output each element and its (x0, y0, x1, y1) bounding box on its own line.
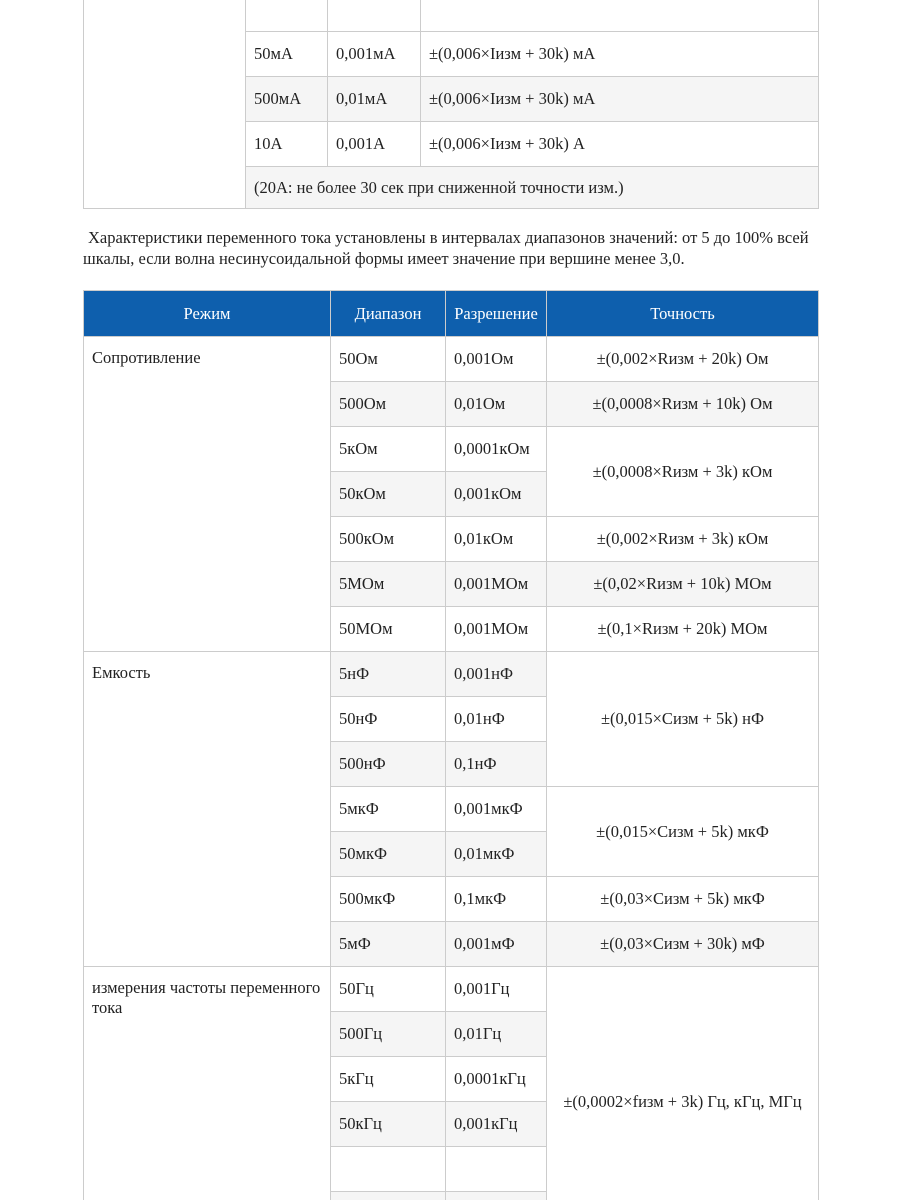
resolution-cell: 0,001мкФ (446, 787, 547, 832)
measurement-spec-table (83, 290, 819, 1200)
resolution-cell: 0,001А (328, 122, 421, 167)
table-row (84, 337, 819, 382)
resolution-cell: 0,001МОм (446, 607, 547, 652)
column-header-mode: Режим (84, 291, 331, 337)
accuracy-cell: ±(0,006×Iизм + 30k) мА (421, 77, 819, 122)
resolution-cell: 0,001мА (328, 32, 421, 77)
resolution-cell (446, 1147, 547, 1192)
resolution-cell: 0,001мФ (446, 922, 547, 967)
resolution-cell: 0,001кОм (446, 472, 547, 517)
range-cell: 50Ом (331, 337, 446, 382)
range-cell: 5кГц (331, 1057, 446, 1102)
accuracy-cell: ±(0,0008×Rизм + 3k) кОм (547, 427, 819, 517)
resolution-cell: 0,0001кГц (446, 1057, 547, 1102)
range-cell: 5МОм (331, 562, 446, 607)
resolution-cell: 0,01Гц (446, 1012, 547, 1057)
resolution-cell: 0,1мкФ (446, 877, 547, 922)
resolution-cell (446, 1192, 547, 1200)
range-cell: 50МОм (331, 607, 446, 652)
table-header-row (84, 291, 819, 337)
cut-row-cell (328, 0, 421, 32)
range-cell: 50мА (246, 32, 328, 77)
range-cell: 50кОм (331, 472, 446, 517)
range-cell: 500Ом (331, 382, 446, 427)
accuracy-cell: ±(0,006×Iизм + 30k) мА (421, 32, 819, 77)
resolution-cell: 0,001Ом (446, 337, 547, 382)
mode-cell: Сопротивление (84, 337, 331, 652)
range-cell: 10А (246, 122, 328, 167)
mode-cell: Емкость (84, 652, 331, 967)
resolution-cell: 0,001МОм (446, 562, 547, 607)
accuracy-cell: ±(0,002×Rизм + 3k) кОм (547, 517, 819, 562)
resolution-cell: 0,01мА (328, 77, 421, 122)
column-header-accuracy: Точность (547, 291, 819, 337)
accuracy-cell: ±(0,0008×Rизм + 10k) Ом (547, 382, 819, 427)
range-cell: 50мкФ (331, 832, 446, 877)
column-header-range: Диапазон (331, 291, 446, 337)
range-cell: 500нФ (331, 742, 446, 787)
range-cell: 500кОм (331, 517, 446, 562)
resolution-cell: 0,01кОм (446, 517, 547, 562)
accuracy-cell: ±(0,1×Rизм + 20k) МОм (547, 607, 819, 652)
accuracy-cell: ±(0,03×Сизм + 30k) мФ (547, 922, 819, 967)
table-row (84, 967, 819, 1012)
accuracy-cell: ±(0,0002×fизм + 3k) Гц, кГц, МГц (547, 967, 819, 1200)
resolution-cell: 0,01мкФ (446, 832, 547, 877)
accuracy-cell: ±(0,03×Сизм + 5k) мкФ (547, 877, 819, 922)
mode-cell (84, 0, 246, 209)
resolution-cell: 0,0001кОм (446, 427, 547, 472)
range-cell: 50кГц (331, 1102, 446, 1147)
resolution-cell: 0,001Гц (446, 967, 547, 1012)
table-row (84, 652, 819, 697)
range-cell (331, 1192, 446, 1200)
ac-characteristics-note: Характеристики переменного тока установлены в интервалах диапазонов значений: от 5 до 100% всей шкалы, если волна несинусоидальной формы имеет значение при вершине менее 3,0. (83, 228, 809, 268)
resolution-cell: 0,001кГц (446, 1102, 547, 1147)
resolution-cell: 0,01Ом (446, 382, 547, 427)
accuracy-cell: ±(0,02×Rизм + 10k) МОм (547, 562, 819, 607)
range-cell: 5мкФ (331, 787, 446, 832)
range-cell: 5мФ (331, 922, 446, 967)
accuracy-cell: ±(0,002×Rизм + 20k) Ом (547, 337, 819, 382)
accuracy-cell: ±(0,015×Сизм + 5k) нФ (547, 652, 819, 787)
cut-row-cell (246, 0, 328, 32)
range-cell: 5кОм (331, 427, 446, 472)
range-cell (331, 1147, 446, 1192)
range-cell: 50Гц (331, 967, 446, 1012)
accuracy-cell: ±(0,006×Iизм + 30k) А (421, 122, 819, 167)
range-cell: 50нФ (331, 697, 446, 742)
note-cell: (20А: не более 30 сек при сниженной точности изм.) (246, 167, 819, 209)
range-cell: 5нФ (331, 652, 446, 697)
current-spec-table (83, 0, 819, 209)
resolution-cell: 0,001нФ (446, 652, 547, 697)
table-row (84, 0, 819, 32)
column-header-resolution: Разрешение (446, 291, 547, 337)
range-cell: 500мкФ (331, 877, 446, 922)
cut-row-cell (421, 0, 819, 32)
resolution-cell: 0,1нФ (446, 742, 547, 787)
range-cell: 500мА (246, 77, 328, 122)
mode-cell: измерения частоты переменного тока (84, 967, 331, 1200)
range-cell: 500Гц (331, 1012, 446, 1057)
accuracy-cell: ±(0,015×Сизм + 5k) мкФ (547, 787, 819, 877)
resolution-cell: 0,01нФ (446, 697, 547, 742)
main-table-body (84, 337, 819, 1200)
